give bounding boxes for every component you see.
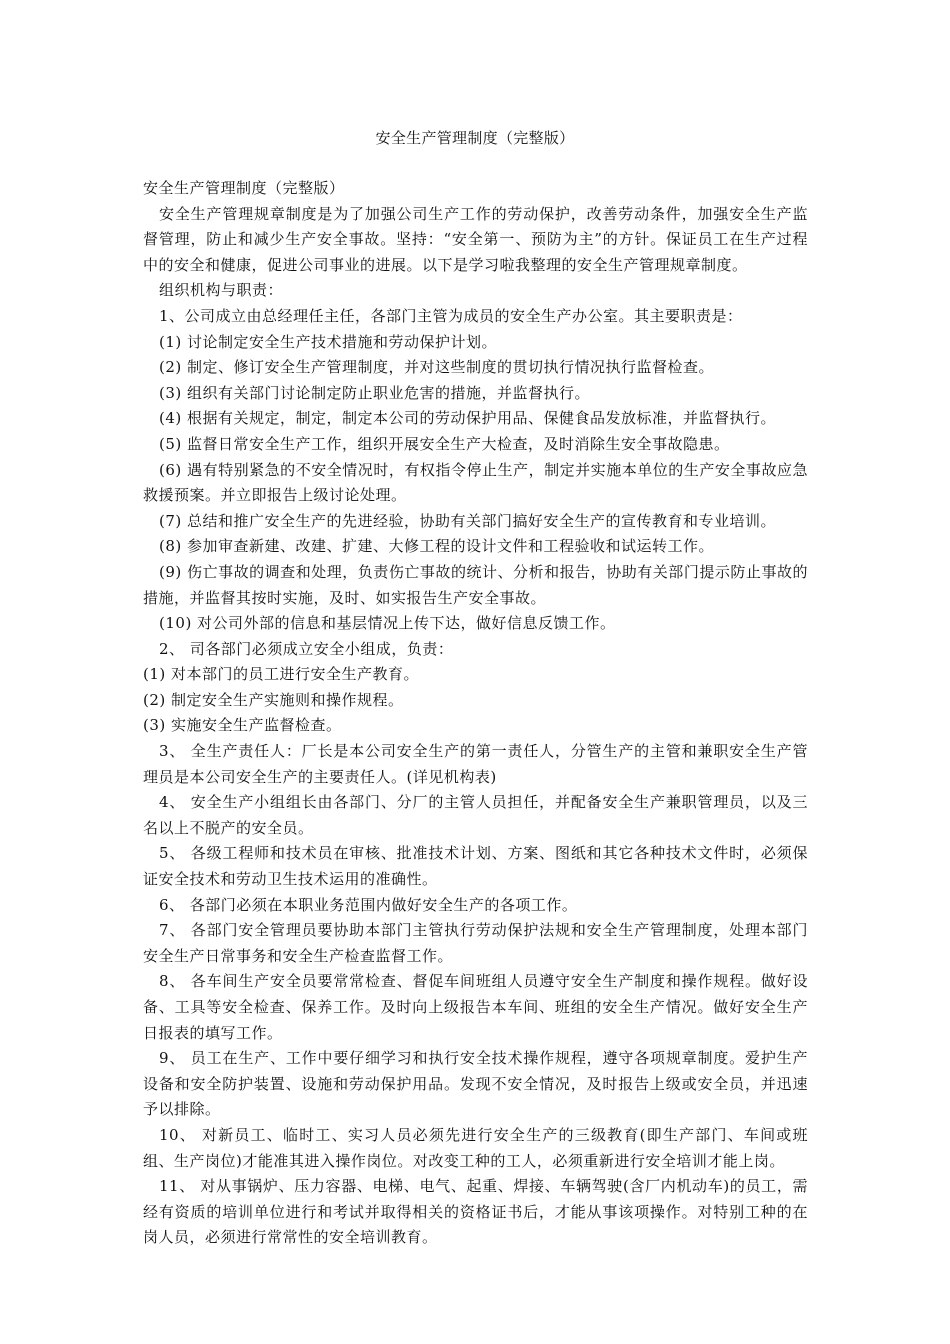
document-title: 安全生产管理制度（完整版）: [375, 129, 575, 147]
paragraph-sub-item: (4) 根据有关规定，制定，制定本公司的劳动保护用品、保健食品发放标准，并监督执行。: [159, 409, 777, 428]
paragraph-item-2: 2、 司各部门必须成立安全小组成，负责：: [159, 639, 454, 658]
document-body: [143, 176, 808, 1251]
document-subtitle: 安全生产管理制度（完整版）: [143, 179, 345, 197]
paragraph-sub-item: (9) 伤亡事故的调查和处理，负责伤亡事故的统计、分析和报告，协助有关部门提示防止事故的措施，并监督其按时实施，及时、如实报告生产安全事故。: [143, 562, 808, 607]
paragraph-sub-item: (3) 实施安全生产监督检查。: [143, 716, 342, 735]
paragraph-sub-item: (2) 制定、修订安全生产管理制度，并对这些制度的贯切执行情况执行监督检查。: [159, 358, 715, 377]
paragraph-item-11: 11、 对从事锅炉、压力容器、电梯、电气、起重、焊接、车辆驾驶(含厂内机动车)的员工，需经有资质的培训单位进行和考试并取得相关的资格证书后，才能从事该项操作。对特别工种的在岗人员，必须进行常常性的安全培训教育。: [143, 1177, 808, 1247]
paragraph-item-8: 8、 各车间生产安全员要常常检查、督促车间班组人员遵守安全生产制度和操作规程。做好设备、工具等安全检查、保养工作。及时向上级报告本车间、班组的安全生产情况。做好安全生产日报表的填写工作。: [143, 972, 808, 1042]
paragraph-sub-item: (8) 参加审查新建、改建、扩建、大修工程的设计文件和工程验收和试运转工作。: [159, 537, 715, 556]
paragraph-sub-item: (3) 组织有关部门讨论制定防止职业危害的措施，并监督执行。: [159, 383, 591, 402]
paragraph-item-3: 3、 全生产责任人：厂长是本公司安全生产的第一责任人，分管生产的主管和兼职安全生产管理员是本公司安全生产的主要责任人。(详见机构表): [143, 742, 808, 786]
paragraph-sub-item: (2) 制定安全生产实施则和操作规程。: [143, 690, 404, 709]
paragraph-item-9: 9、 员工在生产、工作中要仔细学习和执行安全技术操作规程，遵守各项规章制度。爱护生产设备和安全防护装置、设施和劳动保护用品。发现不安全情况，及时报告上级或安全员，并迅速予以排除。: [143, 1049, 808, 1119]
paragraph-sub-item: (10) 对公司外部的信息和基层情况上传下达，做好信息反馈工作。: [159, 614, 616, 633]
paragraph-sub-item: (5) 监督日常安全生产工作，组织开展安全生产大检查，及时消除生安全事故隐患。: [159, 434, 730, 453]
paragraph-section-heading: 组织机构与职责：: [159, 281, 284, 300]
paragraph-item-1: 1、公司成立由总经理任主任，各部门主管为成员的安全生产办公室。其主要职责是：: [159, 306, 743, 325]
paragraph-sub-item: (6) 遇有特别紧急的不安全情况时，有权指令停止生产，制定并实施本单位的生产安全事故应急救援预案。并立即报告上级讨论处理。: [143, 460, 808, 505]
paragraph-item-6: 6、 各部门必须在本职业务范围内做好安全生产的各项工作。: [159, 895, 578, 914]
paragraph-intro: 安全生产管理规章制度是为了加强公司生产工作的劳动保护，改善劳动条件，加强安全生产监督管理，防止和减少生产安全事故。坚持：“安全第一、预防为主”的方针。保证员工在生产过程中的安全和健康，促进公司事业的进展。以下是学习啦我整理的安全生产管理规章制度。: [143, 204, 808, 274]
paragraph-sub-item: (7) 总结和推广安全生产的先进经验，协助有关部门搞好安全生产的宣传教育和专业培训。: [159, 511, 777, 530]
paragraph-item-7: 7、 各部门安全管理员要协助本部门主管执行劳动保护法规和安全生产管理制度，处理本部门安全生产日常事务和安全生产检查监督工作。: [143, 921, 808, 965]
paragraph-item-4: 4、 安全生产小组组长由各部门、分厂的主管人员担任，并配备安全生产兼职管理员，以及三名以上不脱产的安全员。: [143, 793, 808, 837]
paragraph-item-5: 5、 各级工程师和技术员在审核、批准技术计划、方案、图纸和其它各种技术文件时，必须保证安全技术和劳动卫生技术运用的准确性。: [143, 844, 808, 889]
paragraph-item-10: 10、 对新员工、临时工、实习人员必须先进行安全生产的三级教育(即生产部门、车间或班组、生产岗位)才能准其进入操作岗位。对改变工种的工人，必须重新进行安全培训才能上岗。: [143, 1125, 808, 1170]
paragraph-sub-item: (1) 对本部门的员工进行安全生产教育。: [143, 665, 420, 684]
paragraph-sub-item: (1) 讨论制定安全生产技术措施和劳动保护计划。: [159, 332, 498, 351]
